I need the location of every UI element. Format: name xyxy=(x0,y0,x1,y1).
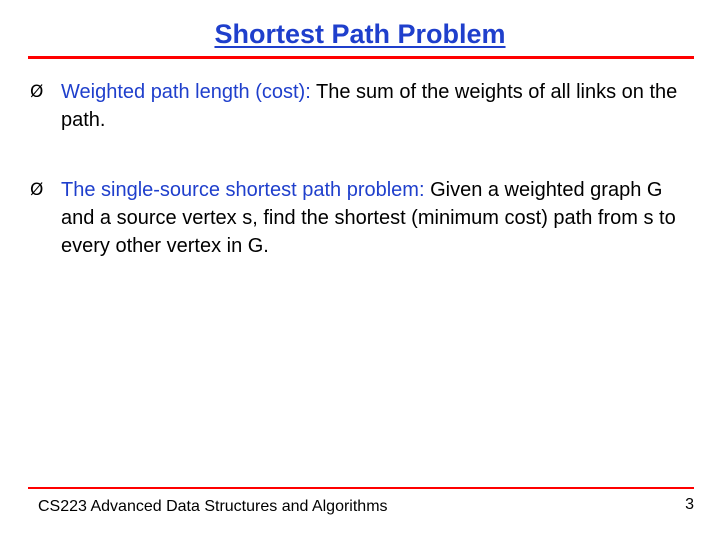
bullet-single-source-problem xyxy=(30,176,690,260)
bullet-term: Weighted path length (cost): xyxy=(61,81,311,103)
page-number: 3 xyxy=(685,496,694,513)
title-divider xyxy=(28,56,694,59)
footer-divider xyxy=(28,487,694,489)
arrow-bullet-icon: Ø xyxy=(30,180,44,200)
bullet-text xyxy=(61,176,690,260)
bullet-term: The single-source shortest path problem: xyxy=(61,179,425,201)
arrow-bullet-icon: Ø xyxy=(30,82,44,102)
slide-title xyxy=(0,16,720,52)
bullet-weighted-path-length xyxy=(30,78,690,134)
bullet-definition: Given a weighted graph G and a source vertex s, find the shortest (minimum cost) path from s to every other vertex in G. xyxy=(61,179,676,257)
slide-title-text: Shortest Path Problem xyxy=(214,19,506,49)
footer-course-name: CS223 Advanced Data Structures and Algorithms xyxy=(38,498,388,515)
bullet-definition: The sum of the weights of all links on the path. xyxy=(61,81,678,131)
bullet-text xyxy=(61,78,690,134)
